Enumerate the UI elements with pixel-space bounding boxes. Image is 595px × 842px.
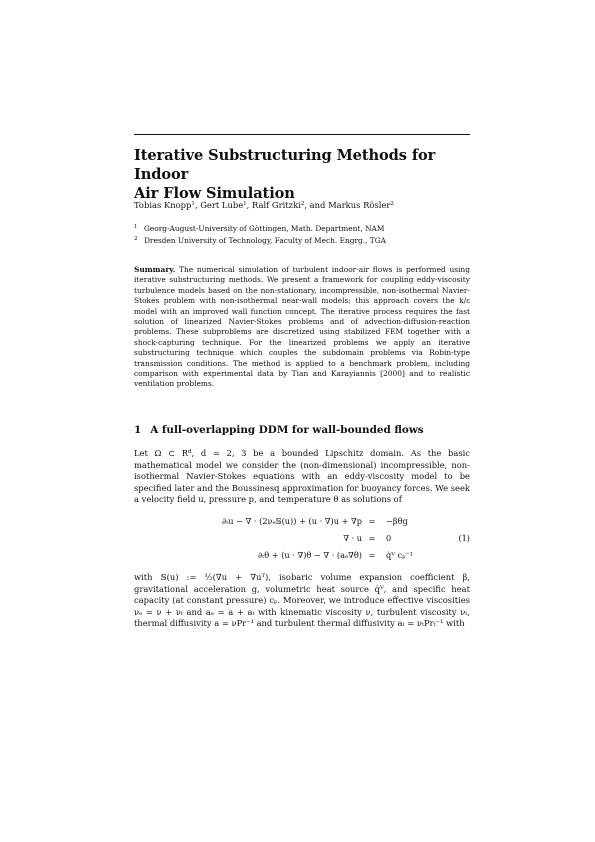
equation-row — [134, 516, 470, 530]
title-line-1: Iterative Substructuring Methods for Indoor — [134, 147, 436, 183]
top-rule — [134, 134, 470, 135]
equation-lhs: ∂ₜθ + (u · ∇)θ − ∇ · (aₑ∇θ) — [257, 550, 362, 560]
equation-sign: = — [368, 516, 376, 526]
affiliation-mark: 1 — [134, 224, 138, 230]
author-separator: , and — [304, 200, 329, 210]
dimension-superscript: d — [188, 449, 192, 455]
paper-title — [134, 146, 470, 203]
affiliation-text: Georg-August-University of Göttingen, Math. Department, NAM — [144, 224, 385, 233]
body-paragraph-2 — [134, 572, 470, 630]
equation-sign: = — [368, 533, 376, 543]
author-separator: , — [246, 200, 252, 210]
title-line-2: Air Flow Simulation — [134, 185, 295, 202]
author-separator: , — [194, 200, 201, 210]
author-name: Gert Lube — [200, 200, 244, 210]
abstract — [134, 265, 470, 390]
abstract-label: Summary. — [134, 265, 176, 274]
paragraph-text: with 𝕊(u) := ½(∇u + ∇uᵀ), isobaric volume expansion coefficient β, gravitational acceleration g, volumetric heat source q̇ⱽ, and specific heat capacity (at constant pressure) cₚ. Moreover, we introduce effective viscosities νₑ = ν + νₜ and aₑ = a + aₜ with kinematic viscosity ν, turbulent viscosity νₜ, thermal diffusivity a = νPr⁻¹ and turbulent thermal diffusivity aₜ = νₜPrₜ⁻¹ with — [134, 572, 470, 629]
affiliation-1 — [134, 222, 470, 234]
author-list — [134, 200, 470, 211]
equation-rhs: 0 — [386, 533, 392, 543]
paragraph-text: Let Ω ⊂ R — [134, 448, 189, 458]
author-name: Markus Rösler — [328, 200, 391, 210]
equation-lhs: ∂ₜu − ∇ · (2νₑ𝕊(u)) + (u · ∇)u + ∇p — [222, 516, 362, 526]
equation-number: (1) — [458, 533, 470, 543]
paragraph-text: , d = 2, 3 be a bounded Lipschitz domain. As the basic mathematical model we consider the (non-dimensional) incompressible, non-isothermal Navier-Stokes equations with an eddy-viscosity model to be specified later and the Boussinesq approximation for buoyancy forces. We seek a velocity field u, pressure p, and temperature θ as solutions of — [134, 448, 470, 505]
section-title: A full-overlapping DDM for wall-bounded flows — [150, 424, 424, 436]
section-heading — [134, 424, 470, 437]
author-mark: 2 — [300, 201, 305, 207]
body-paragraph-1 — [134, 448, 470, 506]
equation-row — [134, 550, 470, 564]
author-name: Tobias Knopp — [134, 200, 192, 210]
equation-row — [134, 533, 470, 547]
affiliation-2 — [134, 234, 470, 246]
author-mark: 2 — [390, 201, 394, 207]
equation-block — [134, 516, 470, 564]
equation-rhs: −βθg — [386, 516, 408, 526]
author-name: Ralf Gritzki — [252, 200, 301, 210]
equation-lhs: ∇ · u — [343, 533, 362, 543]
equation-sign: = — [368, 550, 376, 560]
author-mark: 1 — [191, 201, 195, 207]
affiliation-mark: 2 — [134, 236, 138, 242]
equation-rhs: q̇ⱽ cₚ⁻¹ — [386, 550, 414, 560]
affiliation-text: Dresden University of Technology, Faculty of Mech. Engrg., TGA — [144, 236, 386, 245]
author-mark: 1 — [243, 201, 247, 207]
abstract-text: The numerical simulation of turbulent indoor-air flows is performed using iterative substructuring methods. We present a framework for coupling eddy-viscosity turbulence models based on the non-stationary, incompressible, non-isothermal Navier-Stokes problem with non-isothermal near-wall models; this approach covers the k/ε model with an improved wall function concept. The iterative process requires the fast solution of linearized Navier-Stokes problems and of advection-diffusion-reaction problems. These subproblems are discretized using stabilized FEM together with a shock-capturing technique. For the linearized problems we apply an iterative substructuring technique which couples the subdomain problems via Robin-type transmission conditions. The method is applied to a benchmark problem, including comparison with experimental data by Tian and Karayiannis [2000] and to realistic ventilation problems. — [134, 265, 470, 389]
section-number: 1 — [134, 424, 142, 436]
